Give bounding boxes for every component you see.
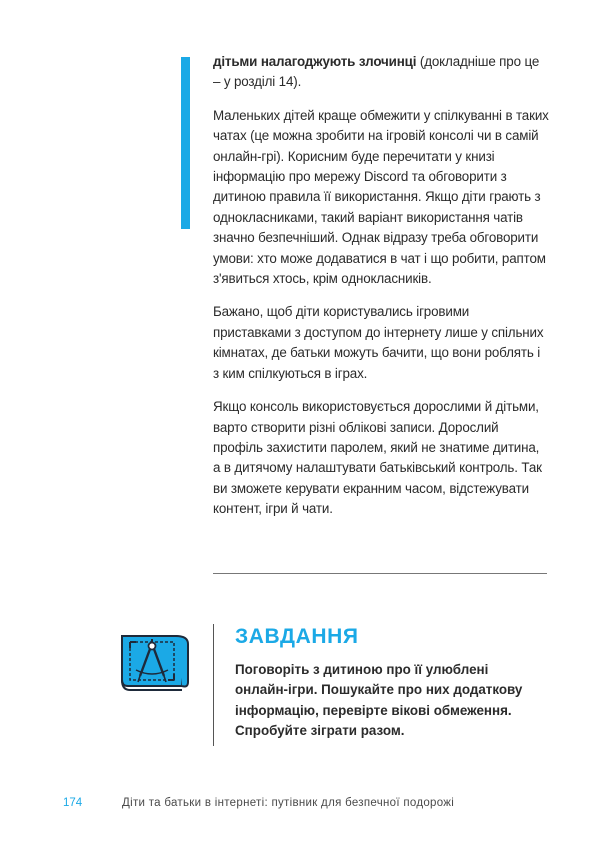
task-text: Поговоріть з дитиною про її улюблені онлайн-ігри. Пошукайте про них додаткову інформацію, перевірте вікові обмеження. Спробуйте зіграти разом.	[235, 662, 523, 739]
paragraph-3: Бажано, щоб діти користувались ігровими приставками з доступом до інтернету лише у спільних кімнатах, де батьки можуть бачити, що вони роблять і з ким спілкуються в іграх.	[213, 304, 544, 381]
task-divider	[213, 624, 214, 746]
blueprint-compass-icon	[116, 630, 192, 694]
task-title: ЗАВДАННЯ	[235, 625, 359, 648]
paragraph-1-rest: (докладніше про це – у розділі 14).	[213, 54, 540, 90]
section-divider	[213, 573, 547, 574]
main-text	[213, 52, 549, 533]
paragraph-2: Маленьких дітей краще обмежити у спілкуванні в таких чатах (це можна зробити на ігровій консолі чи в самій онлайн-грі). Корисним буде перечитати у книзі інформацію про мережу Discord та обговорити з дитиною правила її використання. Якщо діти грають з однокласниками, такий варіант використання чатів значно безпечніший. Однак відразу треба обговорити умови: хто може додаватися в чат і що робити, раптом з'явиться хтось, крім однокласників.	[213, 107, 549, 287]
paragraph-4: Якщо консоль використовується дорослими й дітьми, варто створити різні облікові записи. Дорослий профіль захистити паролем, який не знатиме дитина, а в дитячому налаштувати батьківський контроль. Так ви зможете керувати екранним часом, відстежувати контент, ігри й чати.	[213, 399, 542, 517]
paragraph-1	[213, 52, 549, 93]
accent-bar	[181, 57, 190, 229]
book-title: Діти та батьки в інтернеті: путівник для безпечної подорожі	[122, 797, 455, 809]
paragraph-1-bold: дітьми налагоджують злочинці	[213, 54, 417, 69]
page-number: 174	[63, 797, 83, 809]
